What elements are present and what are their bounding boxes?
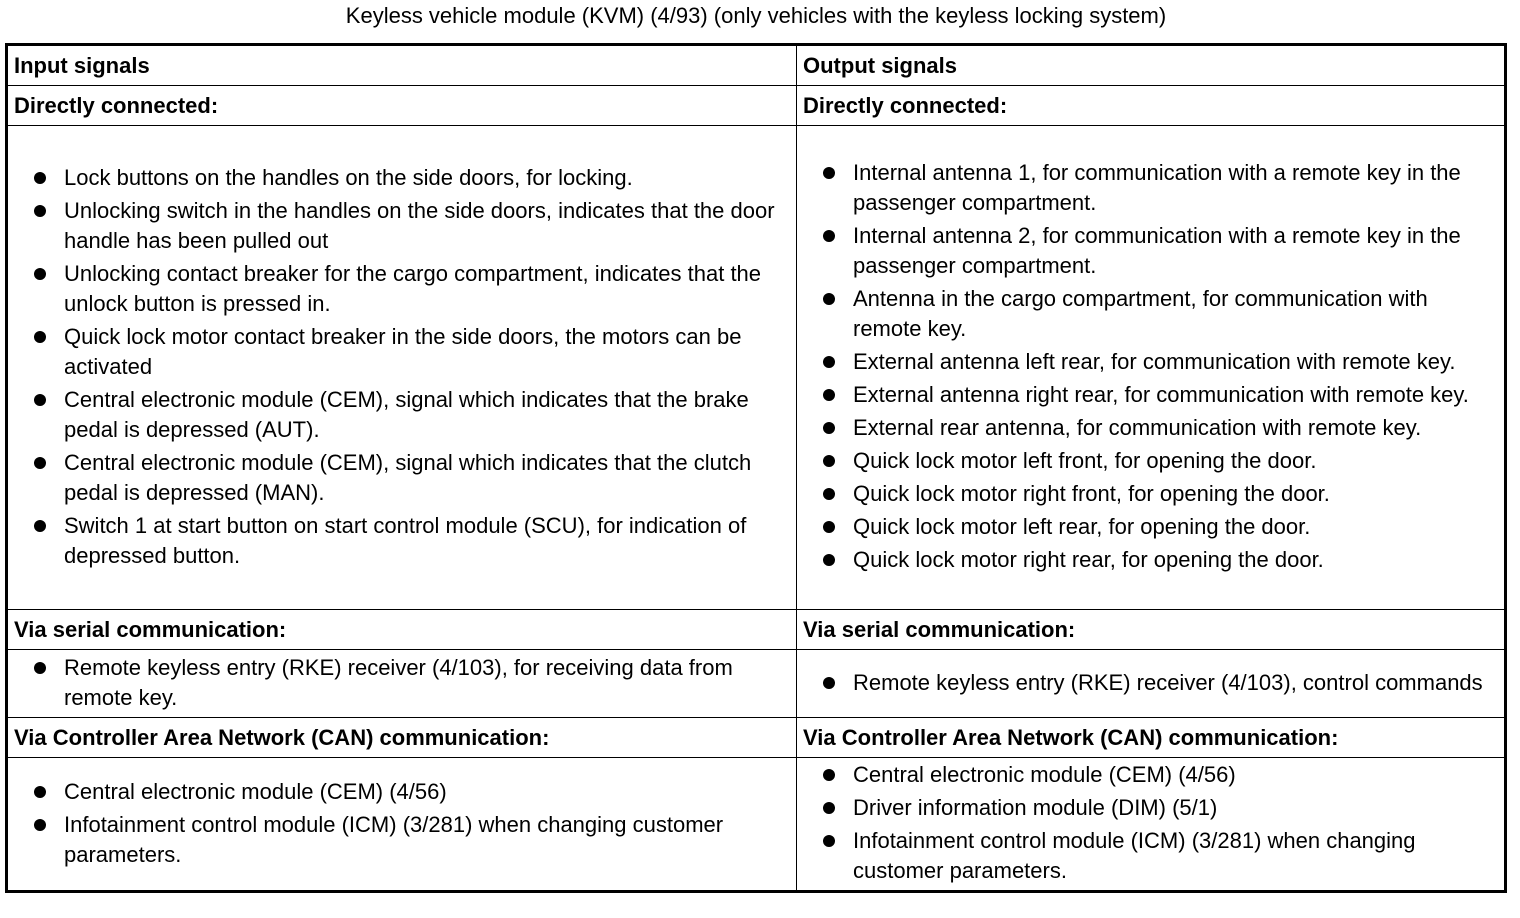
list-item: Central electronic module (CEM), signal which indicates that the clutch pedal is depressed (MAN). xyxy=(14,448,790,508)
serial-items-row xyxy=(7,650,1506,718)
list-item: Antenna in the cargo compartment, for communication with remote key. xyxy=(803,284,1498,344)
direct-items-row xyxy=(7,126,1506,610)
list-item: Infotainment control module (ICM) (3/281) when changing customer parameters. xyxy=(14,810,790,870)
list-item: Remote keyless entry (RKE) receiver (4/103), control commands xyxy=(803,668,1498,698)
input-direct-cell xyxy=(7,126,797,610)
input-serial-label: Via serial communication: xyxy=(7,610,797,650)
list-item: Quick lock motor contact breaker in the side doors, the motors can be activated xyxy=(14,322,790,382)
output-serial-list xyxy=(803,668,1498,698)
output-serial-cell xyxy=(797,650,1506,718)
input-direct-list xyxy=(14,163,790,571)
list-item: Quick lock motor left front, for opening the door. xyxy=(803,446,1498,476)
output-direct-list xyxy=(803,158,1498,575)
input-serial-list xyxy=(14,653,790,713)
output-signals-header: Output signals xyxy=(797,45,1506,86)
table-header-row xyxy=(7,45,1506,86)
section-row-direct xyxy=(7,86,1506,126)
input-direct-label: Directly connected: xyxy=(7,86,797,126)
can-items-row xyxy=(7,758,1506,892)
output-can-list xyxy=(803,760,1498,886)
signals-table xyxy=(5,43,1507,893)
input-serial-cell xyxy=(7,650,797,718)
output-serial-label: Via serial communication: xyxy=(797,610,1506,650)
list-item: Lock buttons on the handles on the side doors, for locking. xyxy=(14,163,790,193)
section-row-serial xyxy=(7,610,1506,650)
list-item: Internal antenna 1, for communication with a remote key in the passenger compartment. xyxy=(803,158,1498,218)
list-item: Driver information module (DIM) (5/1) xyxy=(803,793,1498,823)
list-item: Central electronic module (CEM) (4/56) xyxy=(14,777,790,807)
input-can-list xyxy=(14,777,790,870)
input-can-label: Via Controller Area Network (CAN) communication: xyxy=(7,718,797,758)
output-direct-label: Directly connected: xyxy=(797,86,1506,126)
list-item: Unlocking switch in the handles on the side doors, indicates that the door handle has been pulled out xyxy=(14,196,790,256)
list-item: Switch 1 at start button on start control module (SCU), for indication of depressed button. xyxy=(14,511,790,571)
list-item: Internal antenna 2, for communication with a remote key in the passenger compartment. xyxy=(803,221,1498,281)
output-direct-cell xyxy=(797,126,1506,610)
list-item: Central electronic module (CEM) (4/56) xyxy=(803,760,1498,790)
list-item: External antenna left rear, for communication with remote key. xyxy=(803,347,1498,377)
input-can-cell xyxy=(7,758,797,892)
list-item: Unlocking contact breaker for the cargo compartment, indicates that the unlock button is pressed in. xyxy=(14,259,790,319)
page-title: Keyless vehicle module (KVM) (4/93) (only vehicles with the keyless locking system) xyxy=(345,3,1167,28)
list-item: External rear antenna, for communication with remote key. xyxy=(803,413,1498,443)
list-item: Central electronic module (CEM), signal which indicates that the brake pedal is depressed (AUT). xyxy=(14,385,790,445)
list-item: External antenna right rear, for communication with remote key. xyxy=(803,380,1498,410)
output-can-cell xyxy=(797,758,1506,892)
list-item: Infotainment control module (ICM) (3/281) when changing customer parameters. xyxy=(803,826,1498,886)
list-item: Quick lock motor right rear, for opening the door. xyxy=(803,545,1498,575)
output-can-label: Via Controller Area Network (CAN) communication: xyxy=(797,718,1506,758)
section-row-can xyxy=(7,718,1506,758)
list-item: Quick lock motor left rear, for opening the door. xyxy=(803,512,1498,542)
list-item: Remote keyless entry (RKE) receiver (4/103), for receiving data from remote key. xyxy=(14,653,790,713)
input-signals-header: Input signals xyxy=(7,45,797,86)
list-item: Quick lock motor right front, for opening the door. xyxy=(803,479,1498,509)
